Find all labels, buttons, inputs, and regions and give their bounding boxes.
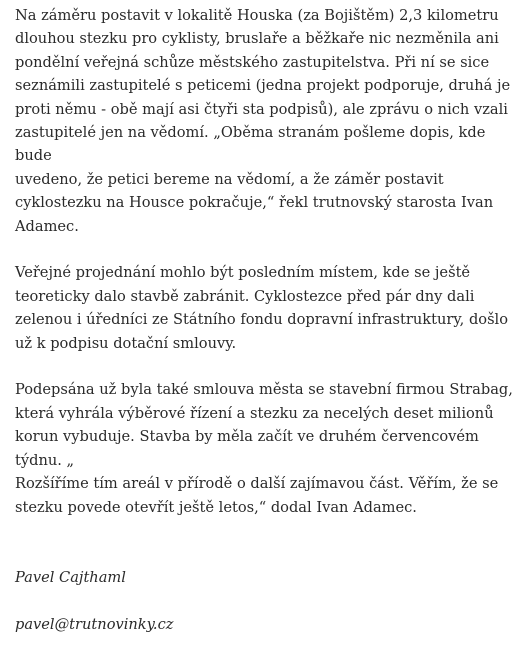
paragraph-1: Na záměru postavit v lokalitě Houska (za Bojištěm) 2,3 kilometru dlouhou stezku pro cyklisty, bruslaře a běžkaře nic nezměnila ani pondělní veřejná schůze městského zastupitelstva. Při ní se sice seznámili zastupitelé s peticemi (jedna projekt podporuje, druhá je proti němu - obě mají asi čtyři sta podpisů), ale zprávu o nich vzali zastupitelé jen na vědomí. „Oběma stranám pošleme dopis, kde bude uvedeno, že petici bereme na vědomí, a že záměr postavit cyklostezku na Housce pokračuje,“ řekl trutnovský starosta Ivan Adamec. [15,7,511,235]
author-email: pavel@trutnovinky.cz [15,615,174,633]
paragraph-2: Veřejné projednání mohlo být posledním místem, kde se ještě teoreticky dalo stavbě zabránit. Cyklostezce před pár dny dali zelenou i úředníci ze Státního fondu dopravní infrastruktury, došlo už k podpisu dotační smlouvy. [15,264,509,352]
author-name: Pavel Cajthaml [15,568,126,586]
article-body [15,4,515,659]
author-signature [15,542,515,659]
paragraph-3: Podepsána už byla také smlouva města se stavební firmou Strabag, která vyhrála výběrové řízení a stezku za necelých deset milionů korun vybuduje. Stavba by měla začít ve druhém červencovém týdnu. „ Rozšíříme tím areál v přírodě o další zajímavou část. Věřím, že se stezku povede otevřít ještě letos,“ dodal Ivan Adamec. [15,381,513,516]
